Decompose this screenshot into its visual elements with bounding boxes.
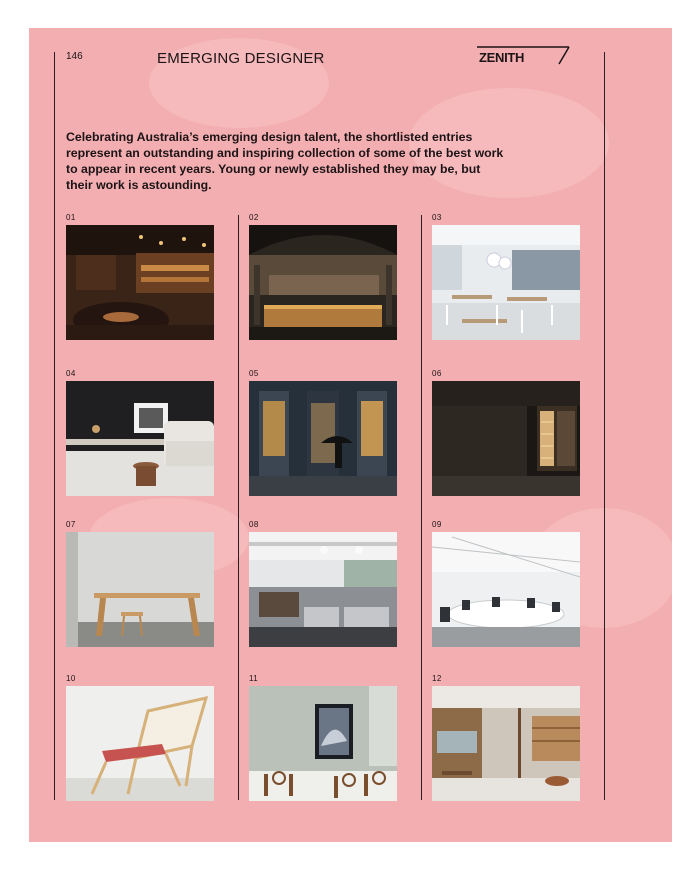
entry-number: 10 (66, 674, 76, 683)
entry-photo-12 (432, 686, 580, 801)
entry-photo-09 (432, 532, 580, 647)
intro-paragraph: Celebrating Australia’s emerging design talent, the shortlisted entries represent an outstanding and inspiring collection of some of the best work to appear in recent years. Young or newly established they may be, but their work is astounding. (66, 130, 504, 192)
brand-slash-icon (477, 46, 573, 66)
entry-number: 04 (66, 369, 76, 378)
entry-number: 12 (432, 674, 442, 683)
section-title: EMERGING DESIGNER (157, 50, 325, 67)
column-divider (421, 215, 422, 800)
entry-photo-02 (249, 225, 397, 340)
right-margin-rule (604, 52, 605, 800)
entry-number: 03 (432, 213, 442, 222)
left-margin-rule (54, 52, 55, 800)
brand-name: ZENITH (479, 50, 525, 65)
entry-photo-06 (432, 381, 580, 496)
column-divider (238, 215, 239, 800)
entry-number: 08 (249, 520, 259, 529)
entry-number: 02 (249, 213, 259, 222)
entry-photo-10 (66, 686, 214, 801)
entry-photo-08 (249, 532, 397, 647)
entry-number: 05 (249, 369, 259, 378)
entry-number: 06 (432, 369, 442, 378)
entry-photo-07 (66, 532, 214, 647)
entry-number: 01 (66, 213, 76, 222)
magazine-page (29, 28, 672, 842)
entry-number: 07 (66, 520, 76, 529)
entry-photo-04 (66, 381, 214, 496)
entry-photo-05 (249, 381, 397, 496)
page-number: 146 (66, 51, 83, 62)
brand-logo (477, 46, 573, 66)
entry-photo-03 (432, 225, 580, 340)
entry-number: 11 (249, 674, 259, 683)
entry-photo-11 (249, 686, 397, 801)
entry-photo-01 (66, 225, 214, 340)
entry-number: 09 (432, 520, 442, 529)
